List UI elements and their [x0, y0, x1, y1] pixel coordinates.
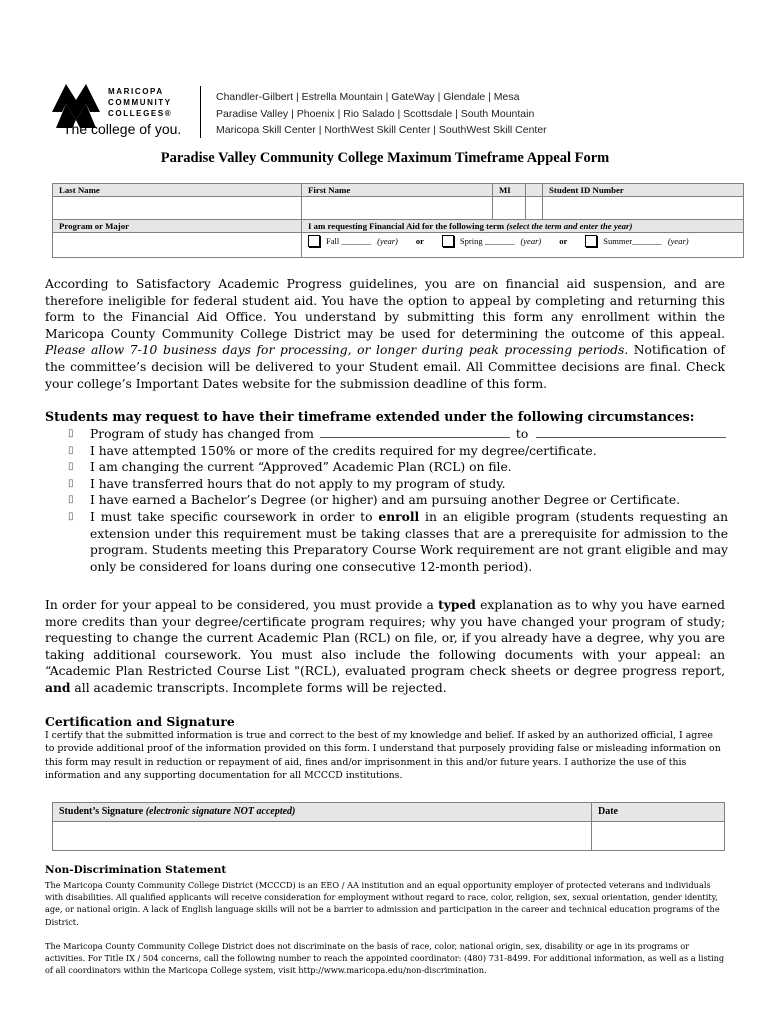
- signature-label: Student’s Signature (electronic signature NOT accepted): [53, 803, 592, 822]
- header-divider: [200, 86, 201, 138]
- form-title: Paradise Valley Community College Maximum Timeframe Appeal Form: [160, 150, 610, 166]
- list-item: ▯ I am changing the current “Approved” Academic Plan (RCL) on file.: [68, 460, 512, 475]
- checkbox-icon[interactable]: ▯: [68, 444, 74, 456]
- date-field[interactable]: [592, 822, 725, 851]
- campus-list: Chandler-Gilbert | Estrella Mountain | GateWay | Glendale | Mesa Paradise Valley | Phoenix | Rio Salado | Scottsdale | South Mountain Maricopa Skill Center | NorthWest Skill Center | SouthWest Skill Center: [216, 91, 547, 137]
- date-label: Date: [592, 803, 725, 822]
- checkbox-icon[interactable]: ▯: [68, 461, 74, 473]
- checkbox-icon[interactable]: ▯: [68, 494, 74, 506]
- logo-wordmark: MARICOPA COMMUNITY COLLEGES®: [108, 87, 173, 118]
- checkbox-icon[interactable]: ▯: [68, 510, 74, 522]
- checkbox-icon[interactable]: ▯: [68, 428, 74, 439]
- fall-checkbox[interactable]: [308, 235, 320, 247]
- first-name-field[interactable]: [302, 197, 493, 220]
- list-item: ▯ I must take specific coursework in order to enroll in an eligible program (students requesting an extension under this requirement must be taking classes that are a prerequisite for admission to the program. Students meeting this Preparatory Course Work requirement are not grant eligible and may only be considered for loans during one consecutive 12-month period).: [68, 508, 728, 574]
- student-id-label: Student ID Number: [543, 184, 744, 197]
- list-item: ▯ I have earned a Bachelor’s Degree (or higher) and am pursuing another Degree or Certificate.: [68, 493, 681, 508]
- last-name-field[interactable]: [53, 197, 302, 220]
- program-label: Program or Major: [53, 220, 302, 233]
- summer-checkbox[interactable]: [585, 235, 597, 247]
- nondiscrimination-p2: The Maricopa County Community College District does not discriminate on the basis of race, color, national origin, sex, disability or age in its programs or activities. For Title IX / 504 concerns, call the following number to reach the appointed coordinator: (480) 731-8499. For additional information, as well as a listing of all coordinators within the Maricopa College system, visit http://www.maricopa.edu/non-discrimination.: [45, 941, 725, 976]
- nondiscrimination-heading: Non-Discrimination Statement: [45, 864, 227, 876]
- last-name-label: Last Name: [53, 184, 302, 197]
- certification-heading: Certification and Signature: [45, 714, 235, 729]
- appeal-paragraph: In order for your appeal to be considered, you must provide a typed explanation as to why you have earned more credits than your degree/certificate program requires; why you have changed your program of study; requesting to change the current Academic Plan (RCL) on file, or, if you already have a degree, why you are taking additional coursework. You must also include the following documents with your appeal: an “Academic Plan Restricted Course List "(RCL), evaluated program check sheets or degree progress report, and all academic transcripts. Incomplete forms will be rejected.: [45, 597, 725, 695]
- first-name-label: First Name: [302, 184, 493, 197]
- list-item: ▯ I have attempted 150% or more of the credits required for my degree/certificate.: [68, 443, 597, 458]
- student-info-table: [52, 183, 744, 258]
- term-select: Fall _______ (year) or Spring _______ (year) or Summer_______ (year): [302, 233, 744, 258]
- checkbox-icon[interactable]: ▯: [68, 477, 74, 489]
- nondiscrimination-p1: The Maricopa County Community College District (MCCCD) is an EEO / AA institution and an equal opportunity employer of protected veterans and individuals with disabilities. All qualified applicants will receive consideration for employment without regard to race, color, religion, sex, sexual orientation, gender identity, age, or national origin. A lack of English language skills will not be a barrier to admission and participation in the career and technical education programs of the District.: [45, 880, 720, 927]
- circumstances-list: [68, 426, 728, 575]
- signature-field[interactable]: [53, 822, 592, 851]
- list-item: ▯ Program of study has changed from to: [68, 426, 728, 443]
- program-field[interactable]: [53, 233, 302, 258]
- list-item: ▯ I have transferred hours that do not apply to my program of study.: [68, 476, 506, 491]
- circumstances-heading: Students may request to have their timeframe extended under the following circumstances:: [45, 409, 695, 424]
- aid-term-label: I am requesting Financial Aid for the following term (select the term and enter the year): [302, 220, 744, 233]
- student-id-field[interactable]: [543, 197, 744, 220]
- mi-label: MI: [493, 184, 526, 197]
- from-program-field[interactable]: [320, 427, 510, 438]
- signature-table: [52, 802, 725, 851]
- logo-tagline: The college of you.: [63, 121, 182, 137]
- certification-text: I certify that the submitted information is true and correct to the best of my knowledge and belief. If asked by an authorized official, I agree to provide additional proof of the information provided on this form. I understand that purposely providing false or misleading information on this form may result in reduction or repayment of aid, fines and/or imprisonment in this and/or future years. I authorize the use of this information and any supporting documentation for all MCCCD institutions.: [45, 730, 721, 782]
- mi-field[interactable]: [493, 197, 526, 220]
- to-program-field[interactable]: [536, 427, 726, 438]
- intro-paragraph: According to Satisfactory Academic Progress guidelines, you are on financial aid suspension, and are therefore ineligible for federal student aid. You have the option to appeal by completing and returning this form to the Financial Aid Office. You understand by submitting this form any enrollment within the Maricopa County Community College District may be used for determining the outcome of this appeal. Please allow 7-10 business days for processing, or longer during peak processing periods. Notification of the committee’s decision will be delivered to your Student email. All Committee decisions are final. Check your college’s Important Dates website for the submission deadline of this form.: [45, 277, 725, 391]
- spring-checkbox[interactable]: [442, 235, 454, 247]
